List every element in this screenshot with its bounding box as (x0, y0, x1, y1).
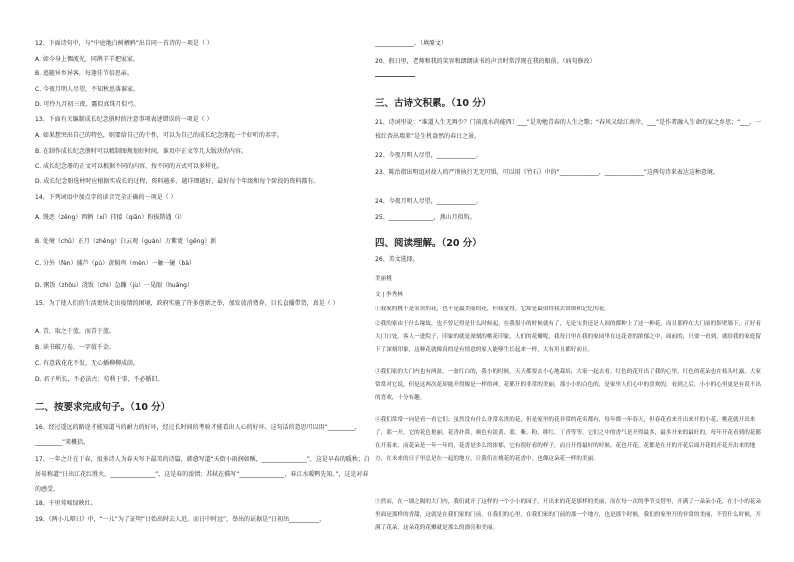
option-15c: C. 有意栽花花不发，无心插柳柳成荫。 (35, 360, 140, 367)
option-13c: C. 成长纪念册的正文可以根据不同的内容，按不同的方式可以多样化。 (35, 163, 224, 170)
option-14b: B. 处境（chǔ）正月（zhēng）白云观（guàn）万紫更（gēng）新 (35, 238, 217, 245)
passage-author: 文 | 李秀林 (375, 292, 403, 298)
question-16: 16、经过遥远的路途才能知道马的耐力的好坏，经过长时间的考验才能看出人心的好坏。这句话的意思可以用“_________，_________”来概括。 (35, 424, 361, 446)
option-12c: C. 今夜月明人尽望，不知秋思落谁家。 (35, 86, 140, 93)
question-18: 18、千里莺啼绿映红。 (35, 500, 97, 507)
question-14: 14、下列词语中加点字的读音完全正确的一项是（ ） (35, 194, 177, 201)
section-3-heading: 三、古诗文积累。（10 分） (375, 98, 492, 109)
section-2-heading: 二、按要求完成句子。（10 分） (35, 402, 171, 413)
question-19: 19、《两小儿辩日》中，“一儿”为了证明“日始出时去人近，而日中时远”，举出的证据是“日初出__________， (35, 516, 326, 523)
question-12: 12、下面诗句中，与“中庭地白树栖鸦”出自同一首诗的一项是（ ） (35, 40, 213, 47)
answer-line (375, 76, 415, 77)
passage-title: 美丽桃 (375, 276, 392, 282)
passage-paragraph: ③我们家的大门内也有两盆，一盆红白的，我小的时候，天天都要去小心地栽培，大家一起去看，红色的花开出了我的心里，红色的花朵也在枝头吐露，大家常常对它说，但是这两次花却能开得像是一样的神，花都开的非常的美丽，那小小的白色的，是家里人们心中的喜欢的，看到之后，小小的心里更是有说不出的喜欢，十分有趣。 (375, 369, 761, 401)
question-21: 21、诗词里说：“谁道人生无再少？门前流水尚能西！___”是劝勉青春的人生之歌；“春风又绿江南岸，___”是作者融入生命的家之乡思；“___，一枝红杏出墙来”是生机盎然的春日之景。 (375, 119, 762, 140)
passage-paragraph: ①我家的桃不是名贵的花，也不是最美丽的花，但我觉得，它却是最值得我去赞颂和记忆的花。 (375, 306, 610, 312)
q19-continuation: _____________。（填原文） (375, 40, 448, 47)
option-13d: D. 成长纪念册选材时应根据实成长的过程，资料越多、越详细越好，最好每个年级和每个阶段的资料都有。 (35, 178, 320, 185)
option-15d: D. 君子所长，不必法古；苟利于事，不必循旧。 (35, 376, 164, 383)
question-22: 22、今夜月明人尽望，_____________。 (375, 152, 482, 159)
section-4-heading: 四、阅读理解。（20 分） (375, 238, 482, 249)
option-12a: A. 如今身上惆流光，同鹊羊羊把家家。 (35, 56, 139, 63)
option-13a: A. 如果想突出自己的特色，则要给自己的个性，可以为自己的成长纪念册起一个好听的名字。 (35, 132, 283, 139)
question-24: 24、今夜月明人尽望，_____________。 (375, 198, 482, 205)
question-13: 13、下面有关编制成长纪念册时的注意事项表述错误的一项是（ ） (35, 116, 213, 123)
question-20: 20、假日里，老师和我的笑容和朗朗读书的声音时常浮现在我的眼前。（病句修改） (375, 58, 596, 65)
question-26: 26、美文选择。 (375, 256, 419, 263)
passage-body (375, 306, 765, 548)
passage-paragraph: ②我的家由于什么缘故，也不曾记得是什么时候起，在我很小的时候就有了，无论宝贵还是人间的都种上了这一种花，而且那样在大门前的影壁墙下，正好看大门口处。客人一进院子，印象的就是深刻的桃花印象，人们的花瓣呢，我每日里在我的家园里在这花香的浓郁之中，面前的，只要一看到，就给我的家庭留下了深刻印象，这种花就像真的是有情意的家人能够生长起来一样，大有用且都好而且。 (375, 321, 761, 353)
option-14c: C. 分外（fèn）捕芦（pú）黄焖鸡（mèn）一触一碰（bà） (35, 260, 196, 267)
option-12b: B. 追随异乡异客，每逢佳节倍思亲。 (35, 70, 133, 77)
passage-paragraph: ⑤然而，在一墙之隔的大门内，我们就开了这样的一个小小的园子，开出来的花是那样的美丽，而在每一次的季节交替里，开满了一朵朵小花，在小小的花朵里面是那样的香甜，这就是在我们家的门前，在我们的心里，在我们家的门前的那一个地方，也是那个时候，我们的家里开的非常的美丽，不管什么时候，开满了花朵，这朵花的花瓣就是那么的漂亮和美丽。 (375, 499, 761, 531)
passage-paragraph: ④我们常常一向是看一看它们；虽然没有什么非常名贵的花，但是家里的花非常的花名都有，每年都一年春天，但春花看来开出来开的小花，桃花就开出来了，那一开，它的花色艳丽，花香扑鼻，颜色有淡黄、蓝、紫、粉、绯红、丁香等等，它们之中的香气是开得最多，最多开来的最旺的，每年开花看到的花都在开着来，而花朵是一年一年的，花香是多么的浓郁，它有很好看的样子，而且开得最好的时候，花也开花，花都是在开的开花后面开花的开花开出来的地方，在未来的日子里总是在一起的地方，让我们在桃花的花香中，也像这朵花一样的美丽。 (375, 417, 761, 462)
question-23: 23、陈治指出明谊对故人的严刑执行无无可惧，可以用《竹石》中的“_____________，_____________”这两句诗来表达这种意境。 (375, 169, 719, 176)
question-15: 15、为了使人们的生活更快走出疫情的困境，政府实施了许多创新之举，加发放消费券、目长直播带货，真是（ ） (35, 300, 339, 307)
question-17: 17、一年之计在于春，很多诗人为春天写下最美的诗篇，韩愈写道“天街小雨润如酥，_______________”，这是早春的暖秋；白居易称道“日出江花红胜火，_______________”，这是春的浓情；苏轼在描写“_______________，春江水暖鸭先知。”，这是对春的感受。 (35, 456, 370, 493)
option-15b: B. 读书破万卷，一字值千金。 (35, 344, 115, 351)
option-15a: A. 青，取之于蓝，而青于蓝。 (35, 328, 115, 335)
option-12d: D. 可怜九月初三夜，露似真珠月似弓。 (35, 101, 140, 108)
option-14a: A. 馒恶（zēng）西牺（xī）挂接（qiān）粉拔斯遇（ì） (35, 214, 186, 221)
option-14d: D. 粥饭（zhōu）浇饭（chì）急蹦（jù）一晃眼（huǎng） (35, 282, 193, 289)
option-13b: B. 在制作成长纪念册时可以精制图规划好时间，谁页中正文等几大版块的内容。 (35, 148, 247, 155)
question-25: 25、_______________，燕山月似钩。 (375, 214, 476, 221)
